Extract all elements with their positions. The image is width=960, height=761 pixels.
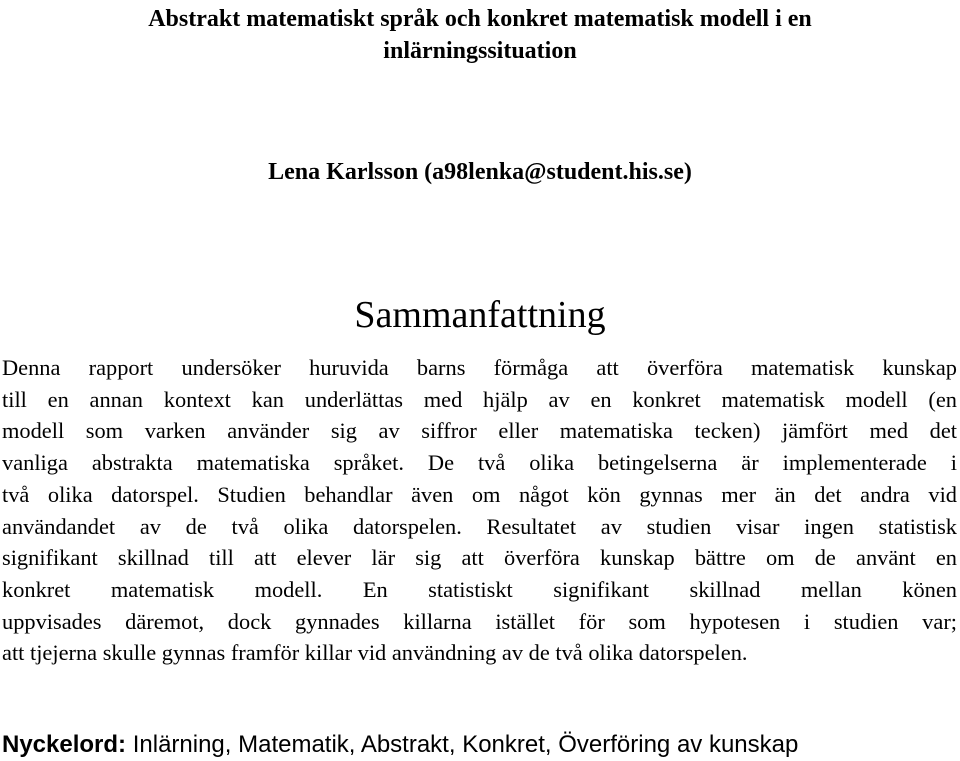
abstract-line: konkret matematisk modell. En statistiskt signifikant skillnad mellan könen: [2, 576, 957, 602]
abstract-line: till en annan kontext kan underlättas med hjälp av en konkret matematisk modell (en: [2, 386, 957, 412]
abstract-line: vanliga abstrakta matematiska språket. De två olika betingelserna är implementerade i: [2, 450, 957, 476]
section-heading: Sammanfattning: [354, 294, 606, 336]
abstract-line: modell som varken använder sig av siffror eller matematiska tecken) jämfört med det: [2, 418, 957, 444]
document-title: [0, 3, 960, 67]
abstract-line: uppvisades däremot, dock gynnades killarna istället för som hypotesen i studien var;: [2, 608, 957, 634]
abstract-line: användandet av de två olika datorspelen. Resultatet av studien visar ingen statistisk: [2, 513, 957, 539]
abstract-paragraph: [2, 352, 957, 669]
abstract-line: signifikant skillnad till att elever lär sig att överföra kunskap bättre om de använt en: [2, 545, 957, 571]
keywords-line: [2, 730, 798, 760]
author-line: Lena Karlsson (a98lenka@student.his.se): [268, 159, 692, 185]
abstract-line: Denna rapport undersöker huruvida barns förmåga att överföra matematisk kunskap: [2, 355, 957, 380]
keywords-label: Nyckelord:: [2, 731, 127, 758]
keywords-value: Inlärning, Matematik, Abstrakt, Konkret, Överföring av kunskap: [126, 731, 799, 758]
abstract-line: två olika datorspel. Studien behandlar även om något kön gynnas mer än det andra vid: [2, 481, 957, 507]
abstract-line: att tjejerna skulle gynnas framför killar vid användning av de två olika datorspelen.: [2, 640, 748, 666]
title-line-2: inlärningssituation: [383, 38, 577, 64]
title-line-1: Abstrakt matematiskt språk och konkret matematisk modell i en: [148, 6, 812, 32]
